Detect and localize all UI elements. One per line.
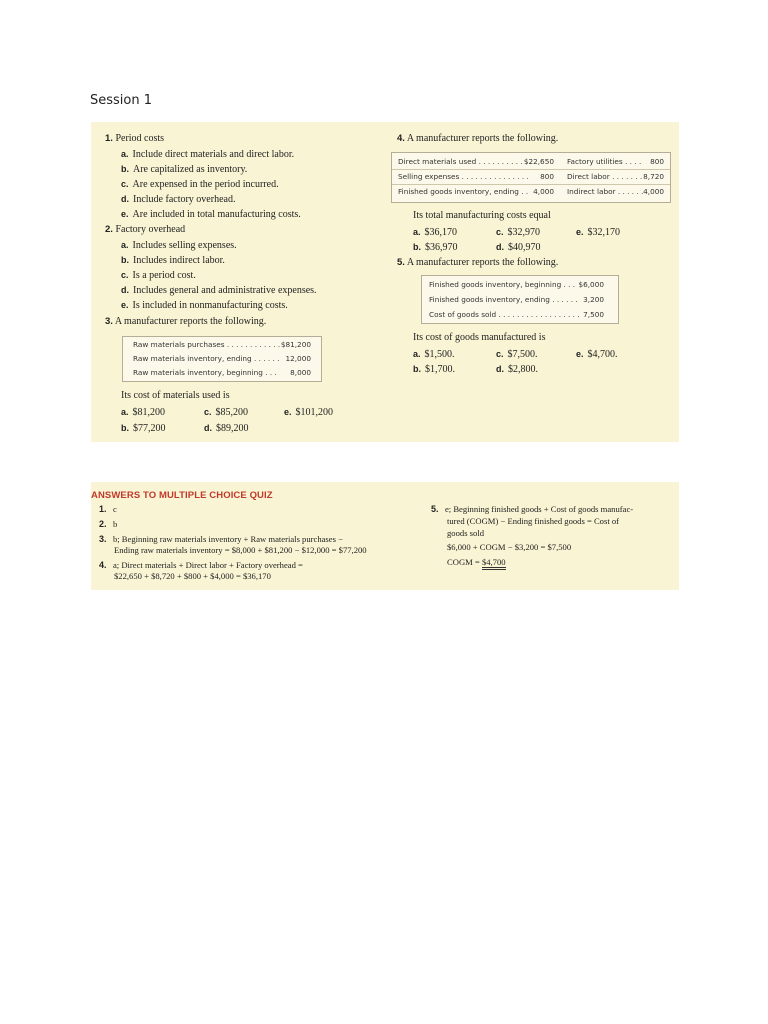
q4-option-a: a. $36,170 xyxy=(413,227,458,238)
question-5: 5. A manufacturer reports the following. xyxy=(397,257,559,268)
table-row: Finished goods inventory, ending . . . . . . 3,200 xyxy=(429,295,604,304)
q3-option-c: c. $85,200 xyxy=(204,407,249,418)
q2-option-b: b. Includes indirect labor. xyxy=(121,255,225,266)
q3-option-e: e. $101,200 xyxy=(284,407,334,418)
table-row: Selling expenses . . . . . . . . . . . . . . . 800 Direct labor . . . . . . . 8,720 xyxy=(398,172,664,181)
q3-option-a: a. $81,200 xyxy=(121,407,166,418)
q1-option-b: b. Are capitalized as inventory. xyxy=(121,164,248,175)
table-row: Cost of goods sold . . . . . . . . . . . . . . . . . . 7,500 xyxy=(429,310,604,319)
answer-5-equation: $6,000 + COGM − $3,200 = $7,500 xyxy=(447,542,572,552)
answer-4: 4. a; Direct materials + Direct labor + Factory overhead = xyxy=(99,560,303,570)
table-row: Direct materials used . . . . . . . . . . . . $22,650 Factory utilities . . . . 800 xyxy=(398,157,664,166)
answers-heading: ANSWERS TO MULTIPLE CHOICE QUIZ xyxy=(91,490,273,501)
q1-option-c: c. Are expensed in the period incurred. xyxy=(121,179,279,190)
q4-option-b: b. $36,970 xyxy=(413,242,458,253)
answer-5-result: COGM = $4,700 xyxy=(447,557,506,568)
question-4: 4. A manufacturer reports the following. xyxy=(397,133,559,144)
q1-option-d: d. Include factory overhead. xyxy=(121,194,236,205)
table-row: Raw materials inventory, beginning . . . 8,000 xyxy=(133,368,311,377)
q4-option-e: e. $32,170 xyxy=(576,227,621,238)
q5-option-c: c. $7,500. xyxy=(496,349,538,360)
q3-option-b: b. $77,200 xyxy=(121,423,166,434)
q3-data-table xyxy=(122,336,322,382)
q2-option-c: c. Is a period cost. xyxy=(121,270,196,281)
table-row: Finished goods inventory, beginning . . . $6,000 xyxy=(429,280,604,289)
q5-option-a: a. $1,500. xyxy=(413,349,455,360)
q4-prompt: Its total manufacturing costs equal xyxy=(413,210,551,221)
q4-option-d: d. $40,970 xyxy=(496,242,541,253)
answer-3-cont: Ending raw materials inventory = $8,000 + $81,200 − $12,000 = $77,200 xyxy=(114,545,367,555)
q5-option-b: b. $1,700. xyxy=(413,364,455,375)
answer-2: 2. b xyxy=(99,519,118,529)
answer-1: 1. c xyxy=(99,504,117,514)
answer-3: 3. b; Beginning raw materials inventory + Raw materials purchases − xyxy=(99,534,343,544)
q2-option-e: e. Is included in nonmanufacturing costs. xyxy=(121,300,288,311)
table-row: Finished goods inventory, ending . . 4,000 Indirect labor . . . . . . 4,000 xyxy=(398,187,664,196)
q4-data-table xyxy=(391,152,671,203)
q3-prompt: Its cost of materials used is xyxy=(121,390,230,401)
question-2: 2. Factory overhead xyxy=(105,224,186,235)
question-3: 3. A manufacturer reports the following. xyxy=(105,316,267,327)
answer-5-cont: goods sold xyxy=(447,528,485,538)
table-row: Raw materials inventory, ending . . . . . . 12,000 xyxy=(133,354,311,363)
q3-option-d: d. $89,200 xyxy=(204,423,249,434)
q1-option-a: a. Include direct materials and direct labor. xyxy=(121,149,295,160)
q2-option-d: d. Includes general and administrative expenses. xyxy=(121,285,317,296)
q5-data-table xyxy=(421,275,619,324)
answer-4-cont: $22,650 + $8,720 + $800 + $4,000 = $36,170 xyxy=(114,571,271,581)
quiz-panel xyxy=(91,122,679,442)
answers-panel xyxy=(91,482,679,590)
answer-5: 5. e; Beginning finished goods + Cost of goods manufac- xyxy=(431,504,634,514)
session-title: Session 1 xyxy=(90,93,153,108)
q1-option-e: e. Are included in total manufacturing costs. xyxy=(121,209,301,220)
q5-option-e: e. $4,700. xyxy=(576,349,618,360)
q5-prompt: Its cost of goods manufactured is xyxy=(413,332,546,343)
q5-option-d: d. $2,800. xyxy=(496,364,538,375)
table-row: Raw materials purchases . . . . . . . . . . . . $81,200 xyxy=(133,340,311,349)
question-1: 1. Period costs xyxy=(105,133,165,144)
q4-option-c: c. $32,970 xyxy=(496,227,541,238)
answer-5-cont: tured (COGM) − Ending finished goods = Cost of xyxy=(447,516,620,526)
q2-option-a: a. Includes selling expenses. xyxy=(121,240,237,251)
